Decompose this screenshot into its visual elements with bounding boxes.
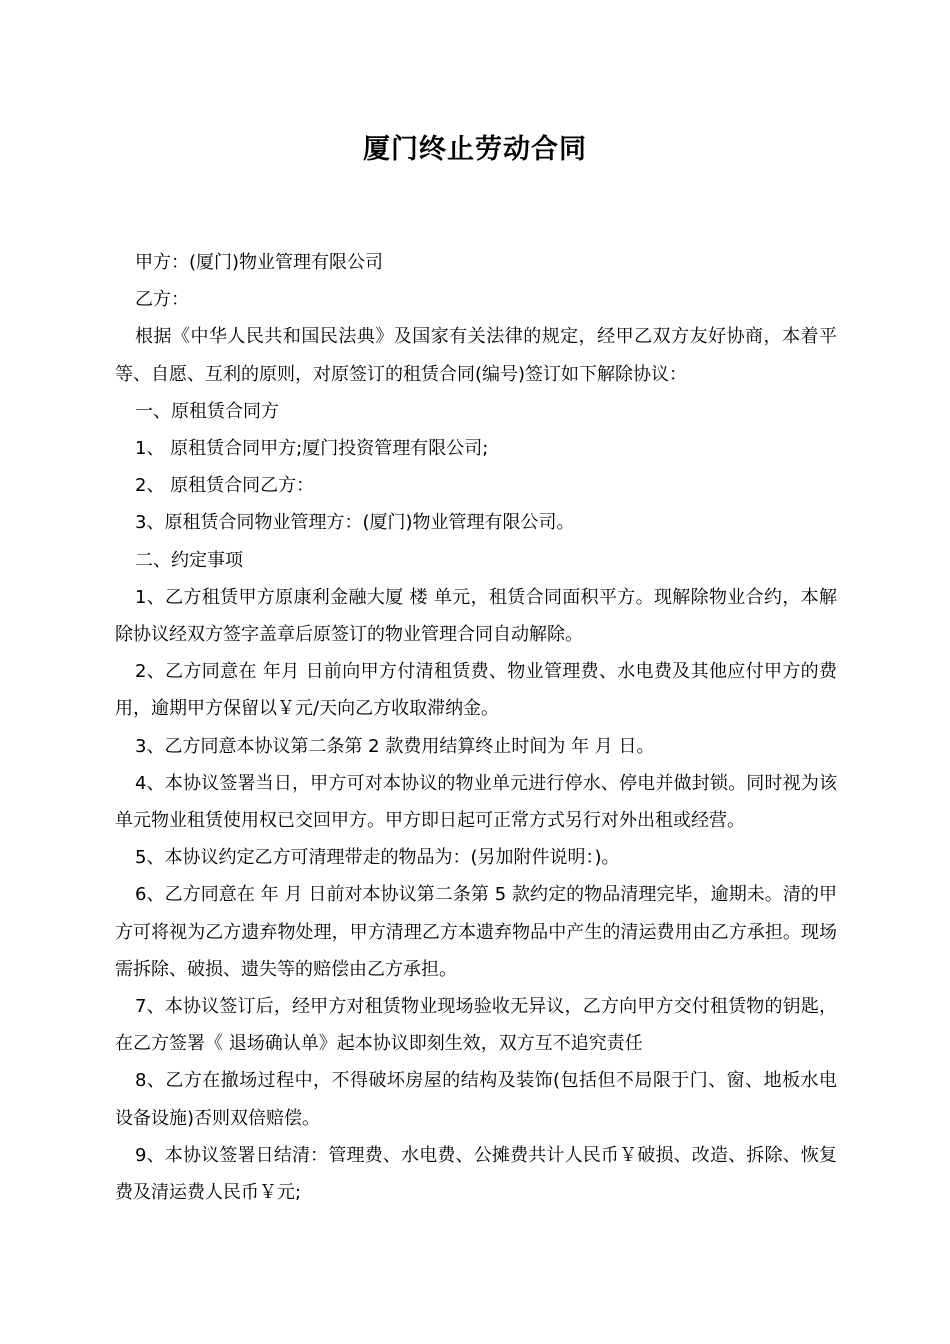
clause-2-7: 7、本协议签订后，经甲方对租赁物业现场验收无异议，乙方向甲方交付租赁物的钥匙，在乙方签署《 退场确认单》起本协议即刻生效，双方互不追究责任	[115, 996, 837, 1055]
section-heading-agreed-matters: 二、约定事项	[135, 549, 243, 571]
document-title: 厦门终止劳动合同	[363, 134, 587, 165]
clause-1-2: 2、 原租赁合同乙方：	[135, 475, 315, 497]
document-body	[115, 244, 837, 1211]
clause-2-6: 6、乙方同意在 年 月 日前对本协议第二条第 5 款约定的物品清理完毕，逾期未。清的甲方可将视为乙方遗弃物处理，甲方清理乙方本遗弃物品中产生的清运费用由乙方承担。现场需拆除、破损、遗失等的赔偿由乙方承担。	[115, 884, 837, 980]
preamble-paragraph: 根据《中华人民共和国民法典》及国家有关法律的规定，经甲乙双方友好协商，本着平等、自愿、互利的原则，对原签订的租赁合同(编号)签订如下解除协议：	[115, 326, 837, 385]
party-b-line: 乙方：	[135, 289, 189, 311]
party-a-line: 甲方：(厦门)物业管理有限公司	[135, 252, 384, 273]
clause-1-1: 1、 原租赁合同甲方;厦门投资管理有限公司;	[135, 438, 489, 460]
clause-2-2: 2、乙方同意在 年月 日前向甲方付清租赁费、物业管理费、水电费及其他应付甲方的费用，逾期甲方保留以￥元/天向乙方收取滞纳金。	[115, 661, 837, 720]
clause-2-1: 1、乙方租赁甲方原康利金融大厦 楼 单元，租赁合同面积平方。现解除物业合约，本解除协议经双方签字盖章后原签订的物业管理合同自动解除。	[115, 586, 837, 646]
clause-2-3: 3、乙方同意本协议第二条第 2 款费用结算终止时间为 年 月 日。	[135, 735, 655, 757]
clause-2-8: 8、乙方在撤场过程中，不得破坏房屋的结构及装饰(包括但不局限于门、窗、地板水电设备设施)否则双倍赔偿。	[115, 1070, 837, 1129]
clause-2-4: 4、本协议签署当日，甲方可对本协议的物业单元进行停水、停电并做封锁。同时视为该单元物业租赁使用权已交回甲方。甲方即日起可正常方式另行对外出租或经营。	[115, 772, 837, 832]
section-heading-original-parties: 一、原租赁合同方	[135, 400, 279, 422]
clause-2-5: 5、本协议约定乙方可清理带走的物品为：(另加附件说明：)。	[135, 847, 620, 869]
clause-1-3: 3、原租赁合同物业管理方：(厦门)物业管理有限公司。	[135, 512, 575, 534]
clause-2-9: 9、本协议签署日结清：管理费、水电费、公摊费共计人民币￥破损、改造、拆除、恢复费及清运费人民币￥元;	[115, 1144, 837, 1204]
